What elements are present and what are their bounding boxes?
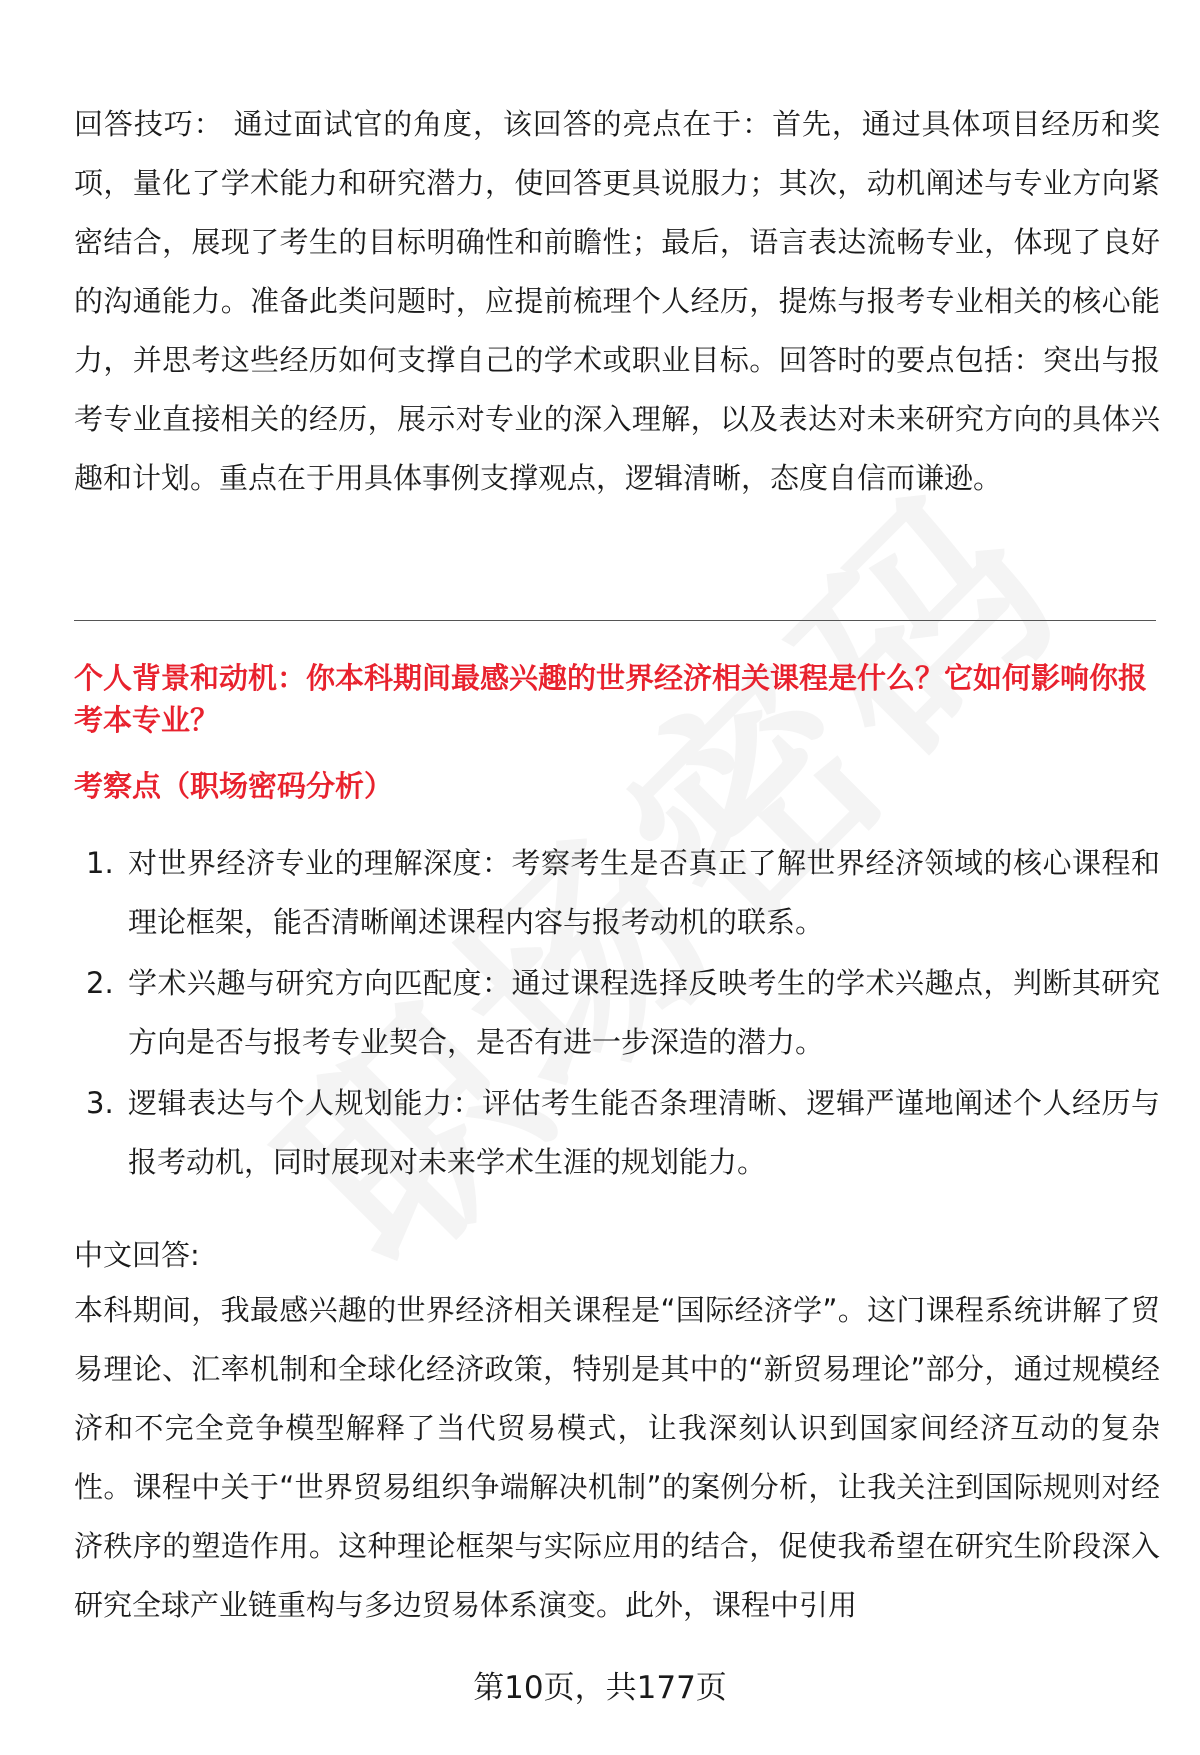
list-item-text: 对世界经济专业的理解深度：考察考生是否真正了解世界经济领域的核心课程和理论框架，能否清晰阐述课程内容与报考动机的联系。: [128, 846, 1160, 939]
answer-paragraph: 本科期间，我最感兴趣的世界经济相关课程是“国际经济学”。这门课程系统讲解了贸易理论、汇率机制和全球化经济政策，特别是其中的“新贸易理论”部分，通过规模经济和不完全竞争模型解释了当代贸易模式，让我深刻认识到国家间经济互动的复杂性。课程中关于“世界贸易组织争端解决机制”的案例分析，让我关注到国际规则对经济秩序的塑造作用。这种理论框架与实际应用的结合，促使我希望在研究生阶段深入研究全球产业链重构与多边贸易体系演变。此外，课程中引用: [74, 1293, 1160, 1622]
assessment-heading: 考察点（职场密码分析）: [74, 769, 394, 803]
answer-label: 中文回答:: [74, 1238, 200, 1272]
list-item: [74, 834, 1160, 952]
list-item: [74, 954, 1160, 1072]
answer-tip-paragraph: 回答技巧： 通过面试官的角度，该回答的亮点在于：首先，通过具体项目经历和奖项，量化了学术能力和研究潜力，使回答更具说服力；其次，动机阐述与专业方向紧密结合，展现了考生的目标明确性和前瞻性；最后，语言表达流畅专业，体现了良好的沟通能力。准备此类问题时，应提前梳理个人经历，提炼与报考专业相关的核心能力，并思考这些经历如何支撑自己的学术或职业目标。回答时的要点包括：突出与报考专业直接相关的经历，展示对专业的深入理解，以及表达对未来研究方向的具体兴趣和计划。重点在于用具体事例支撑观点，逻辑清晰，态度自信而谦逊。: [74, 107, 1160, 495]
assessment-points-list: [74, 834, 1160, 1194]
list-item-number: 2.: [86, 966, 114, 1000]
list-item: [74, 1074, 1160, 1192]
list-item-text: 逻辑表达与个人规划能力：评估考生能否条理清晰、逻辑严谨地阐述个人经历与报考动机，同时展现对未来学术生涯的规划能力。: [128, 1086, 1160, 1179]
section-divider: [74, 620, 1156, 621]
list-item-number: 1.: [86, 846, 114, 880]
page-number: 第10页，共177页: [473, 1670, 727, 1706]
interview-question: 个人背景和动机：你本科期间最感兴趣的世界经济相关课程是什么？它如何影响你报考本专业？: [74, 661, 1148, 737]
list-item-text: 学术兴趣与研究方向匹配度：通过课程选择反映考生的学术兴趣点，判断其研究方向是否与报考专业契合，是否有进一步深造的潜力。: [128, 966, 1160, 1059]
list-item-number: 3.: [86, 1086, 114, 1120]
